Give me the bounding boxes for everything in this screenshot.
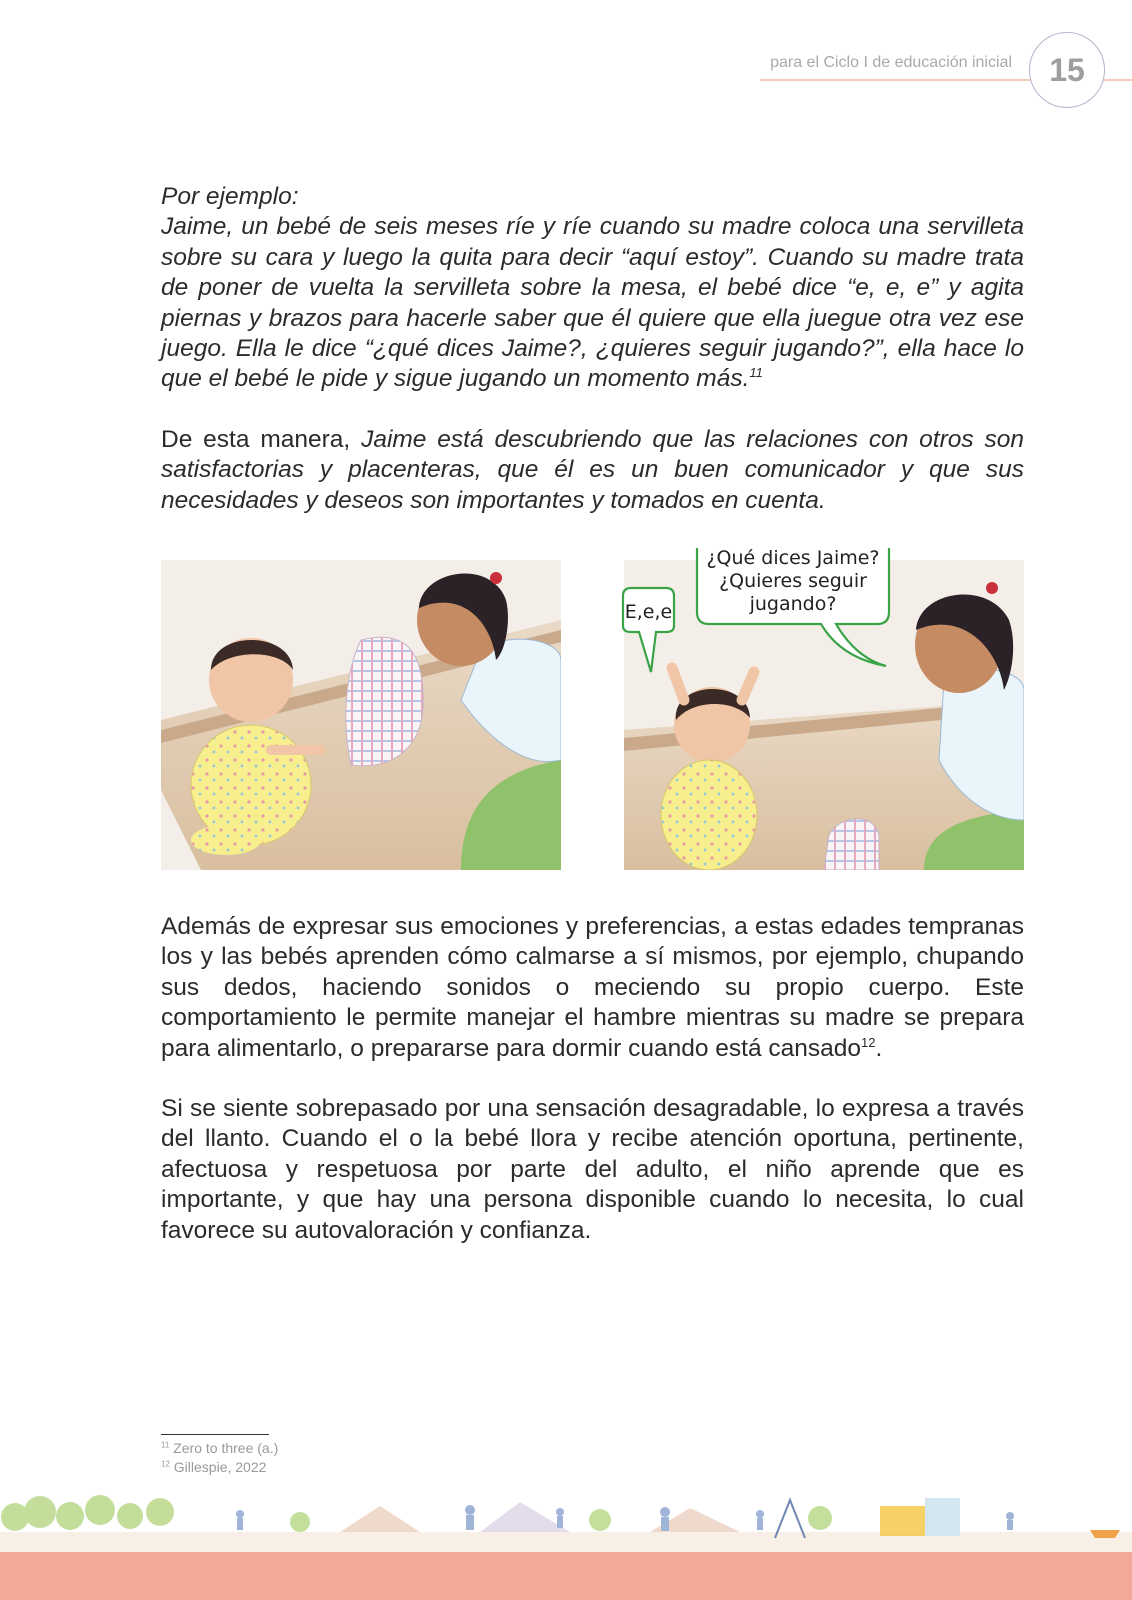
example-text: Jaime, un bebé de seis meses ríe y ríe cuando su madre coloca una servilleta sobre su cara y luego la quita para decir “aquí estoy”. Cuando su madre trata de poner de vuelta la servilleta sobre la mesa, el bebé dice “e, e, e” y agita piernas y brazos para hacerle saber que él quiere que ella juegue otra vez ese juego. Ella le dice “¿qué dices Jaime?, ¿quieres seguir jugando?”, ella hace lo que el bebé le pide y sigue jugando un momento más.: [161, 213, 1024, 393]
mother-speech-line1: ¿Qué dices Jaime?: [706, 548, 880, 569]
mother-baby-peekaboo-image: [161, 560, 561, 870]
mother-speech-line3: jugando?: [749, 593, 837, 615]
footnote-11: [161, 1439, 278, 1458]
footer-illustration: [0, 1492, 1132, 1554]
self-soothing-paragraph: [161, 912, 1024, 1064]
discovery-italic: Jaime está descubriendo que las relaciones con otros son satisfactorias y placenteras, que él es un buen comunicador y que sus necesidades y deseos son importantes y tomados en cuenta.: [161, 425, 1024, 514]
footnote-ref-12: 12: [861, 1034, 876, 1050]
discovery-lead: De esta manera,: [161, 425, 351, 453]
footnote-rule: [161, 1434, 269, 1435]
footnote-12-number: 12: [161, 1459, 170, 1469]
illustration-left: [161, 560, 561, 870]
example-intro: Por ejemplo:: [161, 183, 299, 210]
baby-speech-text: E,e,e: [624, 601, 673, 623]
example-paragraph: [161, 212, 1024, 394]
illustration-row: [161, 548, 1024, 870]
lower-content: [161, 912, 1024, 1246]
self-soothing-end: .: [875, 1034, 883, 1062]
footnote-ref-11: 11: [749, 365, 763, 381]
footer-band: [0, 1552, 1132, 1600]
discovery-paragraph: [161, 425, 1024, 516]
footnote-12-text: Gillespie, 2022: [173, 1459, 267, 1475]
mother-speech-line2: ¿Quieres seguir: [719, 570, 867, 592]
self-soothing-text: Además de expresar sus emociones y preferencias, a estas edades tempranas los y las bebés aprenden cómo calmarse a sí mismos, por ejemplo, chupando sus dedos, haciendo sonidos o meciendo su propio cuerpo. Este comportamiento le permite manejar el hambre mientras su madre se prepara para alimentarlo, o prepararse para dormir cuando está cansado: [161, 913, 1024, 1062]
footnote-12: [161, 1458, 278, 1477]
running-header: para el Ciclo I de educación inicial: [770, 54, 1012, 71]
speech-bubbles: [611, 548, 911, 678]
main-content: [161, 182, 1024, 516]
footnote-11-number: 11: [161, 1440, 170, 1450]
page-number: 15: [1029, 32, 1105, 108]
footnote-11-text: Zero to three (a.): [173, 1440, 279, 1456]
crying-paragraph: Si se siente sobrepasado por una sensación desagradable, lo expresa a través del llanto. Cuando el o la bebé llora y recibe atención oportuna, pertinente, afectuosa y respetuosa por parte del adulto, el niño aprende que es importante, y que hay una persona disponible cuando lo necesita, lo cual favorece su autovaloración y confianza.: [161, 1095, 1024, 1244]
footnotes: [161, 1434, 278, 1477]
